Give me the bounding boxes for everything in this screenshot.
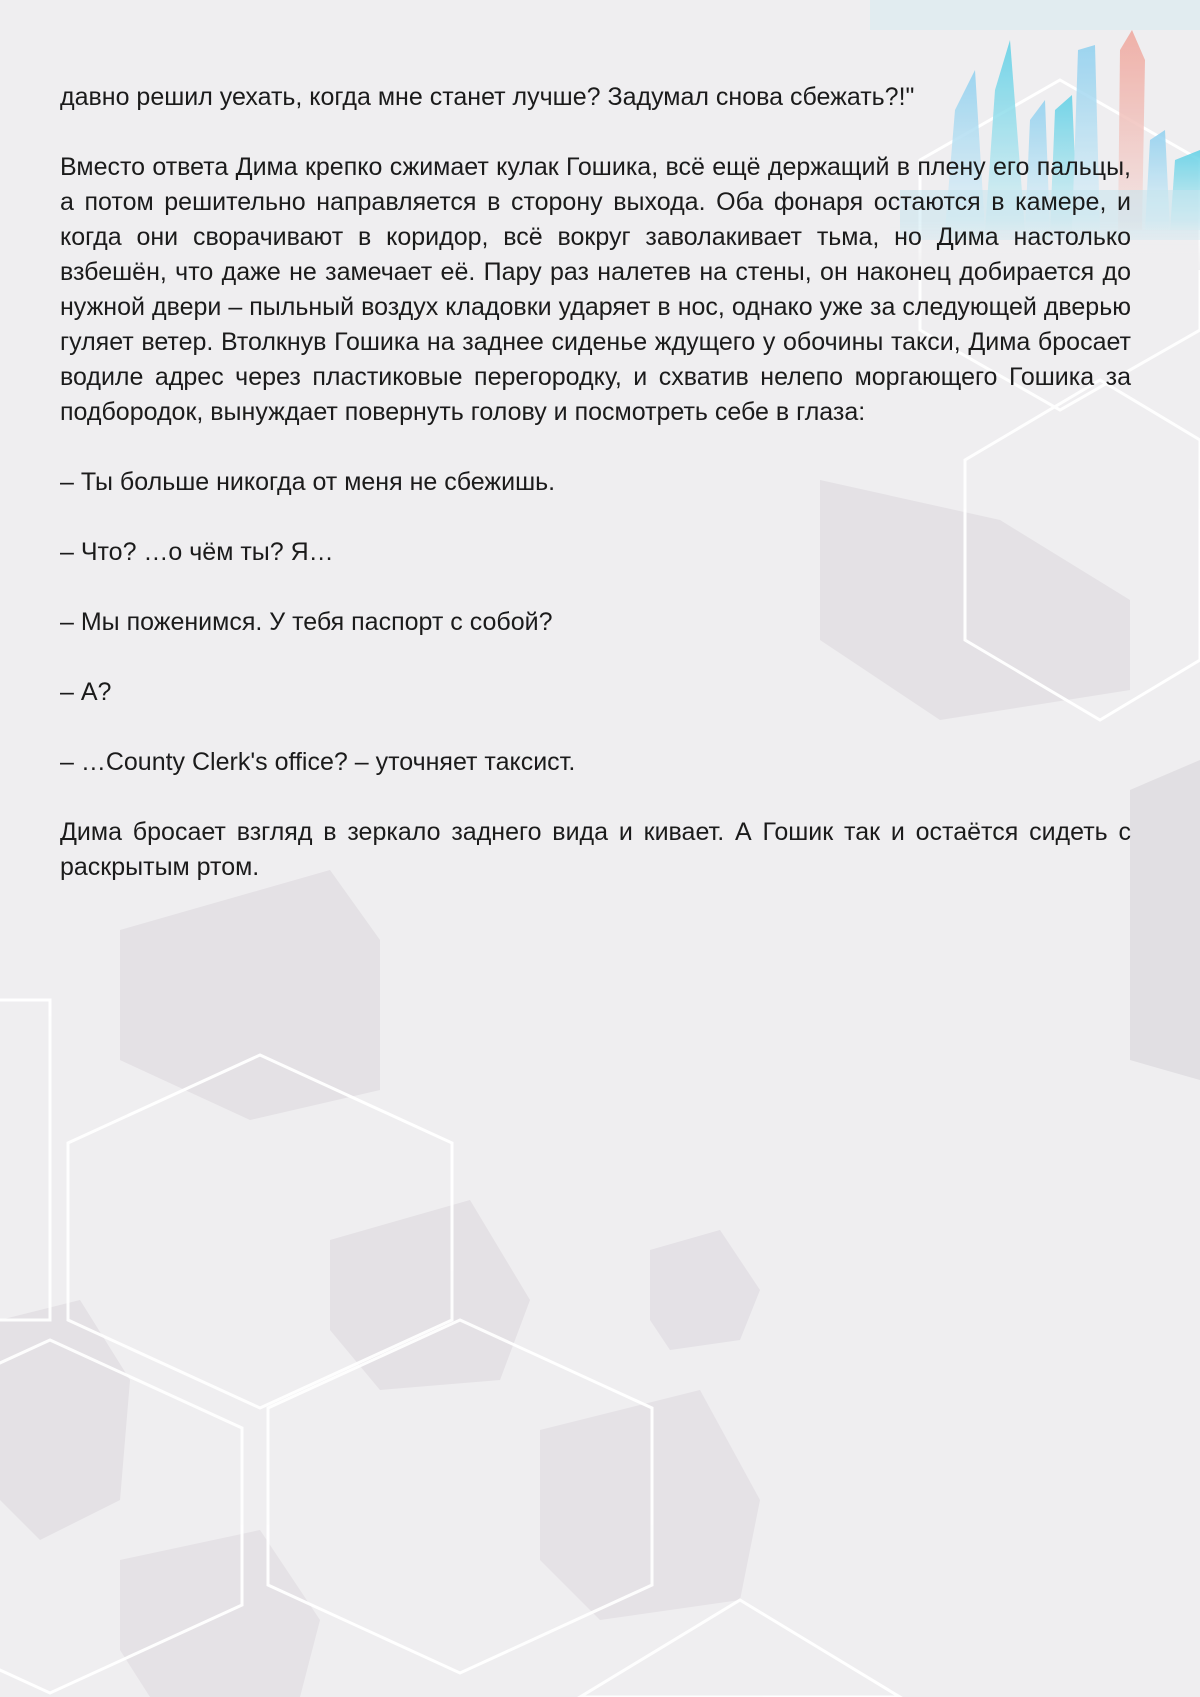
dialogue-line-5: – …County Clerk's office? – уточняет таксист. (60, 748, 576, 776)
paragraph-1: давно решил уехать, когда мне станет лучше? Задумал снова сбежать?!" (60, 83, 915, 111)
paragraph-final: Дима бросает взгляд в зеркало заднего вида и кивает. А Гошик так и остаётся сидеть с раскрытым ртом. (60, 818, 1131, 881)
dialogue-line-4: – А? (60, 678, 112, 706)
dialogue-line-1: – Ты больше никогда от меня не сбежишь. (60, 468, 556, 496)
dialogue-line-3: – Мы поженимся. У тебя паспорт с собой? (60, 608, 553, 636)
dialogue-line-2: – Что? …о чём ты? Я… (60, 538, 334, 566)
paragraph-2: Вместо ответа Дима крепко сжимает кулак Гошика, всё ещё держащий в плену его пальцы, а потом решительно направляется в сторону выхода. Оба фонаря остаются в камере, и когда они сворачивают в коридор, всё вокруг заволакивает тьма, но Дима настолько взбешён, что даже не замечает её. Пару раз налетев на стены, он наконец добирается до нужной двери – пыльный воздух кладовки ударяет в нос, однако уже за следующей дверью гуляет ветер. Втолкнув Гошика на заднее сиденье ждущего у обочины такси, Дима бросает водиле адрес через пластиковые перегородку, и схватив нелепо моргающего Гошика за подбородок, вынуждает повернуть голову и посмотреть себе в глаза: (60, 153, 1131, 426)
document-body (60, 80, 1131, 920)
